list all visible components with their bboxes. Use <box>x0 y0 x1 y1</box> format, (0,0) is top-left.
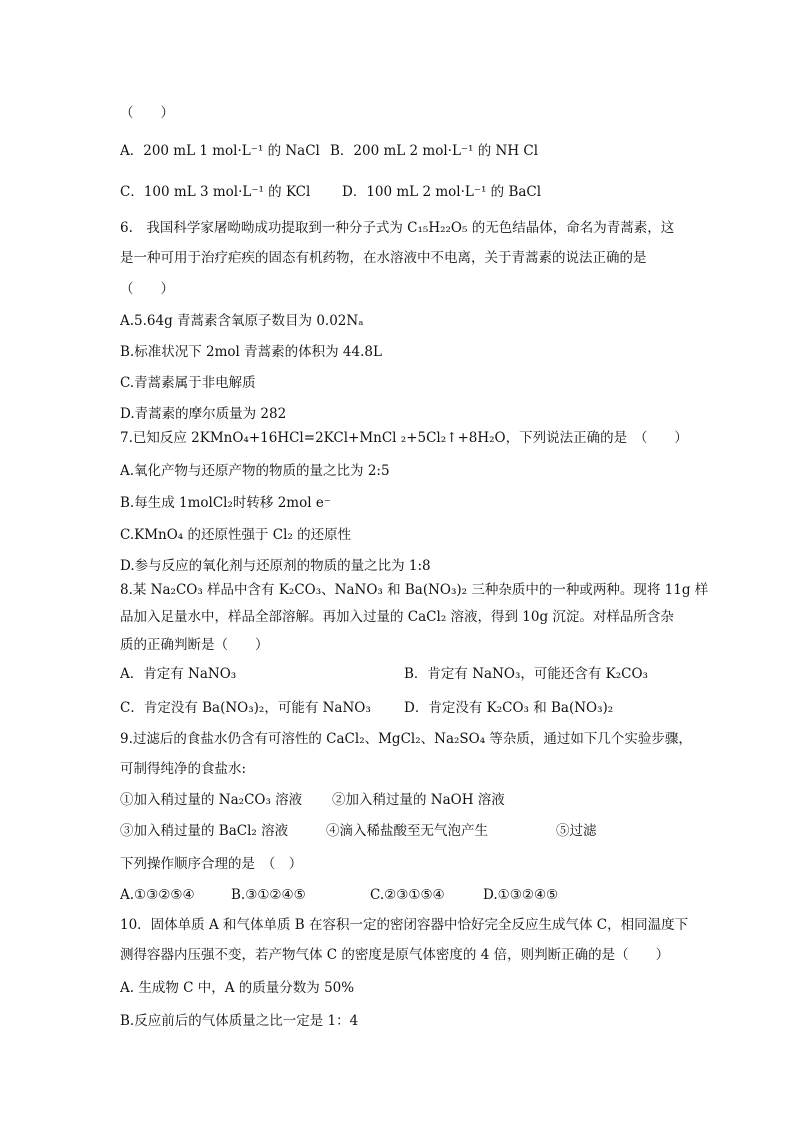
q6-stem-line1: 6. 我国科学家屠呦呦成功提取到一种分子式为 C₁₅H₂₂O₅ 的无色结晶体，命名为青蒿素，这 <box>120 220 675 236</box>
q8-stem-line2: 品加入足量水中，样品全部溶解。再加入过量的 CaCl₂ 溶液，得到 10g 沉淀。对样品所含杂 <box>120 609 674 625</box>
q9-step-3: ③加入稍过量的 BaCl₂ 溶液 <box>120 823 289 839</box>
q10-option-a: A. 生成物 C 中，A 的质量分数为 50% <box>120 980 355 996</box>
q5-option-b: B．200 mL 2 mol·L⁻¹ 的 NH Cl <box>330 143 539 159</box>
q10-stem-line2: 测得容器内压强不变，若产物气体 C 的密度是原气体密度的 4 倍，则判断正确的是（ ） <box>120 947 670 963</box>
q7-option-c: C.KMnO₄ 的还原性强于 Cl₂ 的还原性 <box>120 527 352 543</box>
q5-option-a: A．200 mL 1 mol·L⁻¹ 的 NaCl <box>120 143 320 159</box>
q8-option-b: B．肯定有 NaNO₃，可能还含有 K₂CO₃ <box>404 666 648 682</box>
q6-option-c: C.青蒿素属于非电解质 <box>120 375 256 391</box>
q9-option-b: B.③①②④⑤ <box>231 887 306 903</box>
q8-option-c: C．肯定没有 Ba(NO₃)₂，可能有 NaNO₃ <box>120 700 371 716</box>
q9-stem-line2: 可制得纯净的食盐水: <box>120 761 247 777</box>
q10-option-b: B.反应前后的气体质量之比一定是 1：4 <box>120 1013 359 1029</box>
q9-stem-line1: 9.过滤后的食盐水仍含有可溶性的 CaCl₂、MgCl₂、Na₂SO₄ 等杂质，通过如下几个实验步骤， <box>120 731 692 747</box>
q6-option-a: A.5.64g 青蒿素含氧原子数目为 0.02Nₐ <box>120 313 364 329</box>
q6-stem-line2: 是一种可用于治疗疟疾的固态有机药物，在水溶液中不电离，关于青蒿素的说法正确的是 <box>120 250 647 266</box>
q8-stem-line1: 8.某 Na₂CO₃ 样品中含有 K₂CO₃、NaNO₃ 和 Ba(NO₃)₂ 三种杂质中的一种或两种。现将 11g 样 <box>120 582 709 598</box>
q9-option-d: D.①③②④⑤ <box>483 887 559 903</box>
q10-stem-line1: 10．固体单质 A 和气体单质 B 在容积一定的密闭容器中恰好完全反应生成气体 C，相同温度下 <box>120 917 689 933</box>
q8-option-d: D．肯定没有 K₂CO₃ 和 Ba(NO₃)₂ <box>404 700 614 716</box>
q7-option-d: D.参与反应的氧化剂与还原剂的物质的量之比为 1:8 <box>120 558 431 574</box>
q9-step-1: ①加入稍过量的 Na₂CO₃ 溶液 <box>120 792 303 808</box>
q5-option-d: D．100 mL 2 mol·L⁻¹ 的 BaCl <box>342 184 542 200</box>
q9-step-5: ⑤过滤 <box>556 823 597 839</box>
q9-step-2: ②加入稍过量的 NaOH 溶液 <box>332 792 505 808</box>
q9-option-c: C.②③①⑤④ <box>370 887 445 903</box>
q9-question: 下列操作顺序合理的是 （ ） <box>120 856 303 872</box>
q9-step-4: ④滴入稀盐酸至无气泡产生 <box>326 823 488 839</box>
q8-option-a: A．肯定有 NaNO₃ <box>120 666 237 682</box>
q8-stem-line3: 质的正确判断是（ ） <box>120 637 269 653</box>
q6-answer-paren: （ ） <box>120 281 174 297</box>
q7-option-b: B.每生成 1molCl₂时转移 2mol e⁻ <box>120 495 331 511</box>
q5-option-c: C．100 mL 3 mol·L⁻¹ 的 KCl <box>120 184 311 200</box>
q6-option-d: D.青蒿素的摩尔质量为 282 <box>120 406 287 422</box>
q7-option-a: A.氧化产物与还原产物的物质的量之比为 2:5 <box>120 463 390 479</box>
q7-stem: 7.已知反应 2KMnO₄+16HCl=2KCl+MnCl ₂+5Cl₂↑+8H₂O，下列说法正确的是 （ ） <box>120 430 688 446</box>
q6-option-b: B.标准状况下 2mol 青蒿素的体积为 44.8L <box>120 344 382 360</box>
q9-option-a: A.①③②⑤④ <box>120 887 195 903</box>
q5-answer-paren: （ ） <box>120 105 174 121</box>
